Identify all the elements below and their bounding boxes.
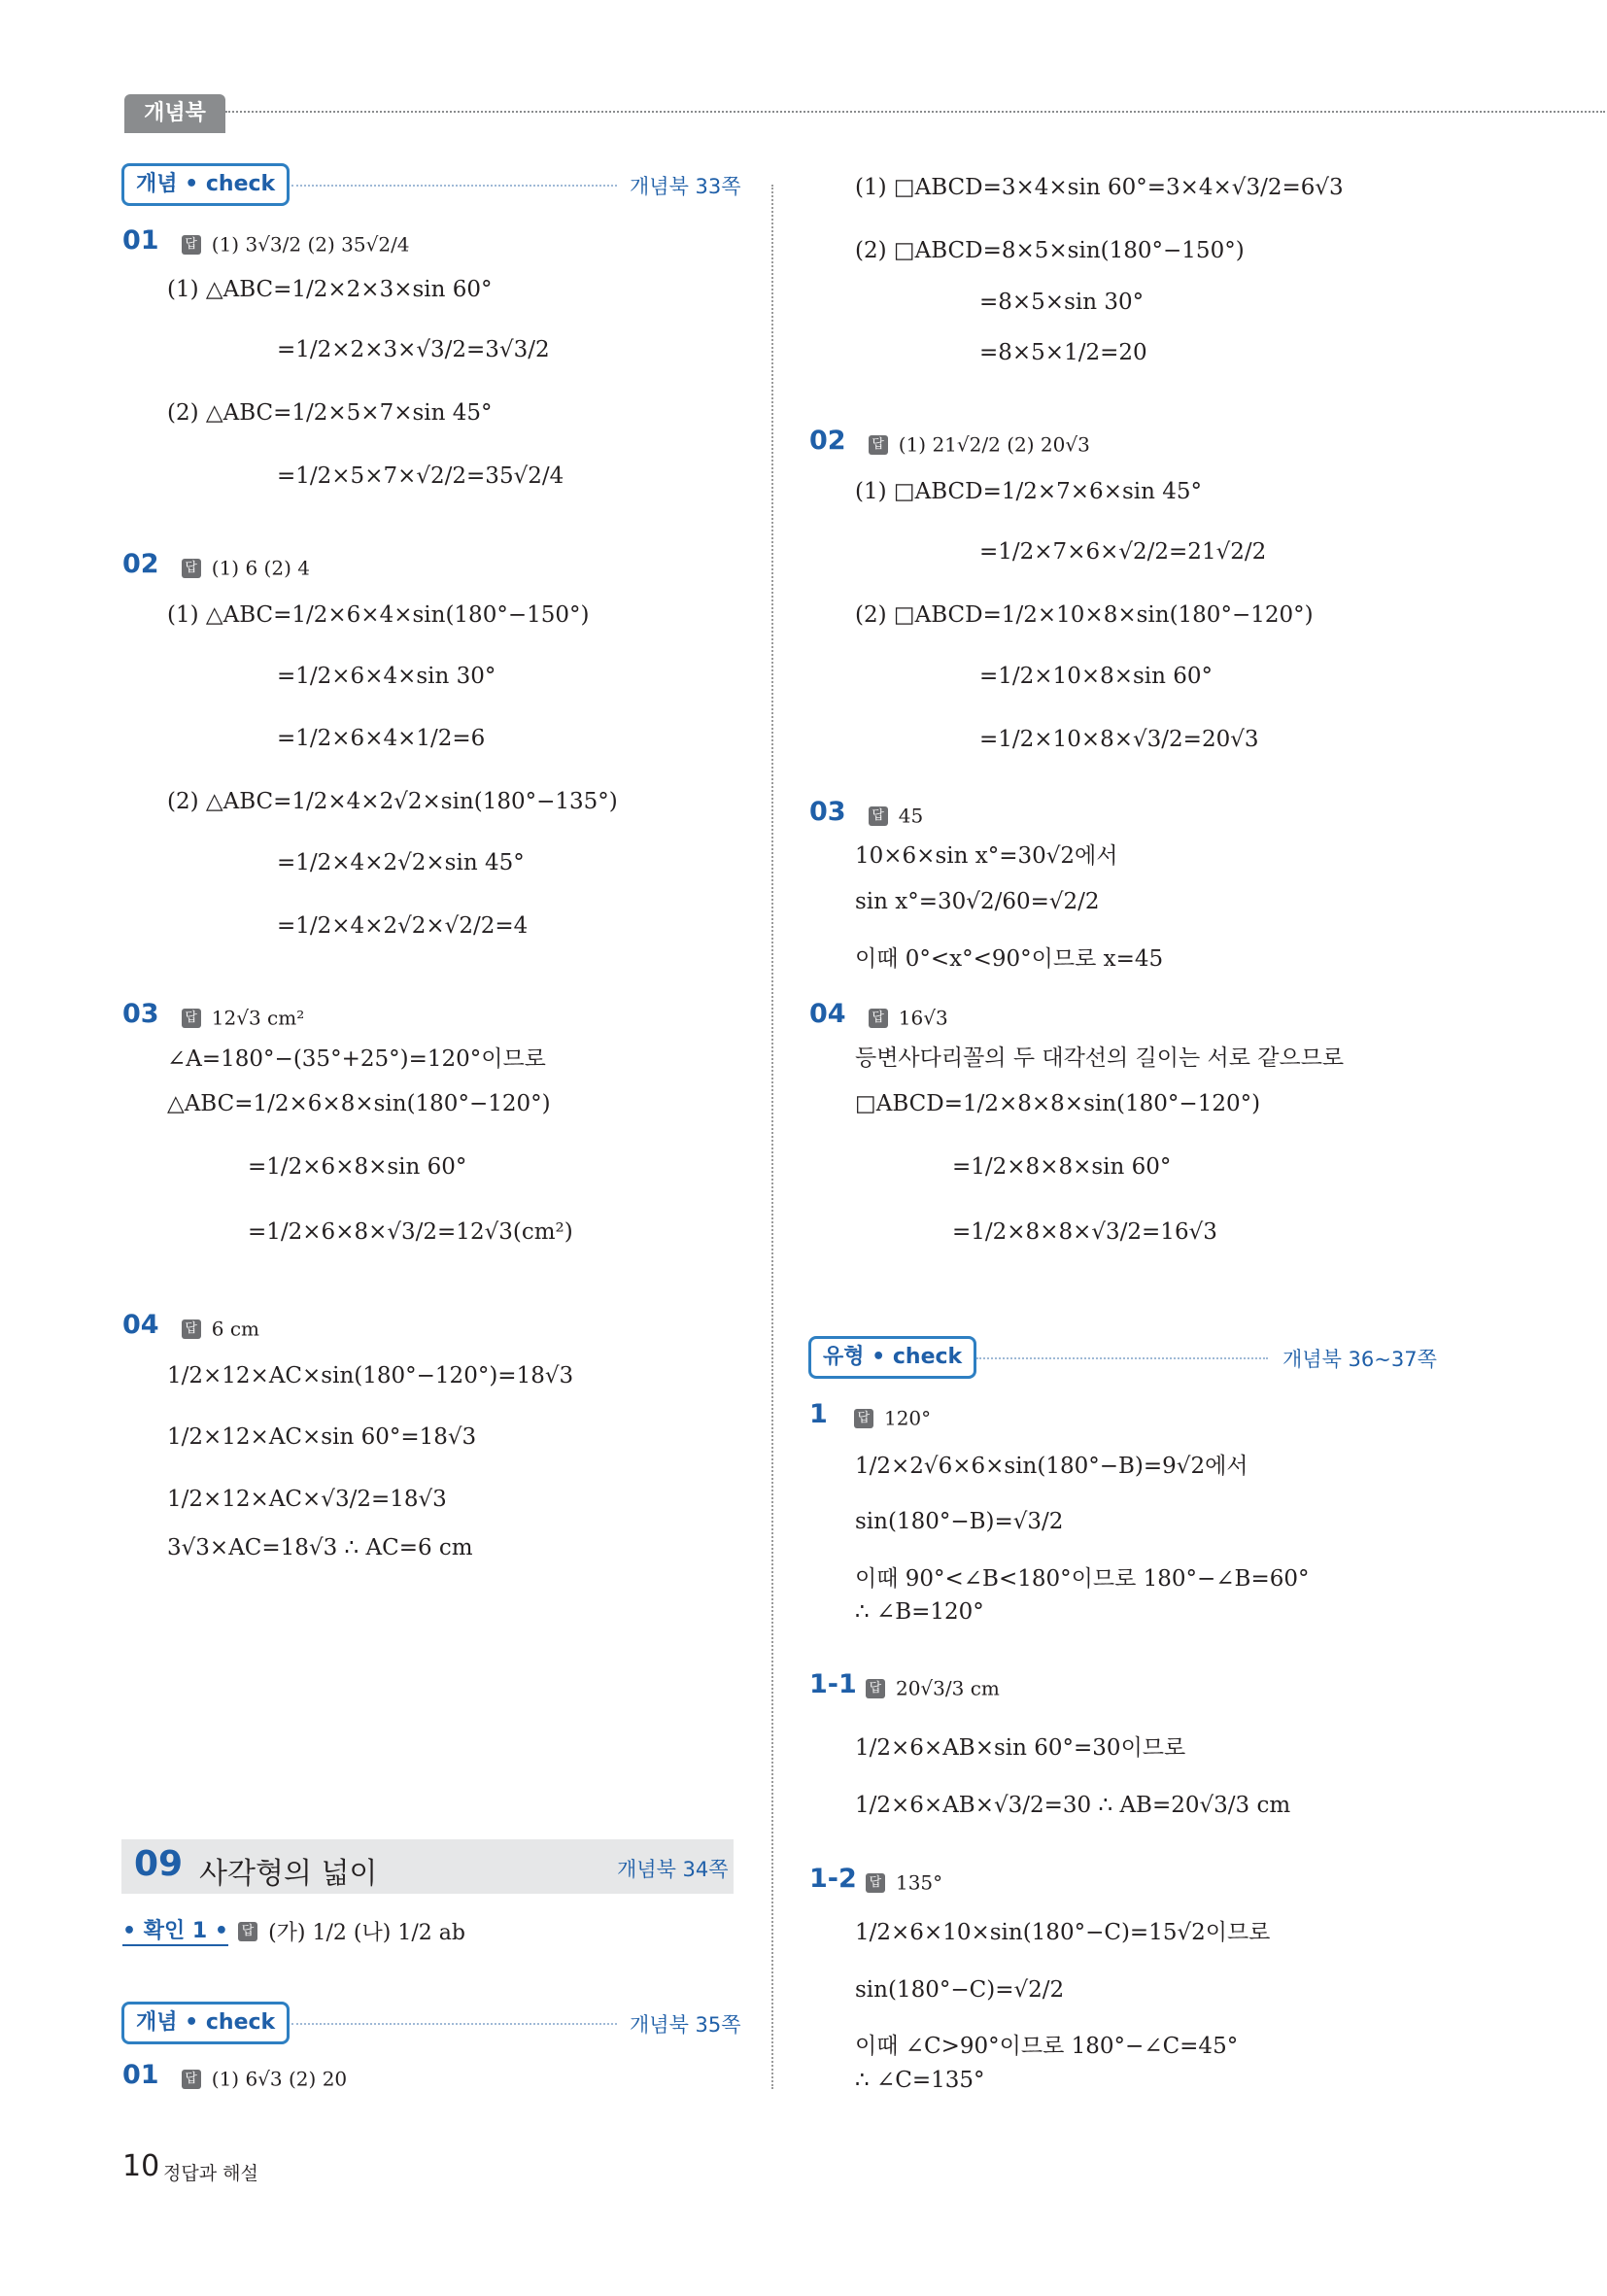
page-ref: 개념북 36~37쪽 — [1282, 1348, 1437, 1371]
answer: 6 cm — [211, 1317, 260, 1341]
solution-line: △ABC=1/2×6×8×sin(180°−120°) — [167, 1091, 551, 1116]
answer: 20√3/3 cm — [895, 1676, 1000, 1700]
answer-icon: 답 — [238, 1922, 257, 1941]
problem-number: 02 — [809, 426, 846, 456]
answer-icon: 답 — [869, 806, 888, 826]
problem-number: 04 — [122, 1310, 159, 1340]
problem-number: 04 — [809, 999, 846, 1029]
footer-label: 정답과 해설 — [163, 2163, 258, 2184]
solution-line: ∴ ∠B=120° — [855, 1599, 984, 1625]
concept-check-pill: 개념 • check — [121, 2002, 290, 2044]
solution-line: =1/2×6×8×sin 60° — [248, 1154, 467, 1180]
section-title: 사각형의 넓이 — [199, 1857, 378, 1891]
answer: 12√3 cm² — [211, 1006, 305, 1030]
solution-line: =1/2×8×8×sin 60° — [952, 1154, 1172, 1180]
answer-icon: 답 — [869, 435, 888, 455]
problem-04 — [122, 1310, 259, 1341]
answer: (1) 6 (2) 4 — [211, 556, 310, 580]
solution-line: =1/2×10×8×√3/2=20√3 — [979, 727, 1259, 752]
problem-number: 1 — [809, 1399, 828, 1429]
check-label: • 확인 1 • — [122, 1914, 228, 1946]
section-number: 09 — [134, 1844, 184, 1884]
solution-line: 이때 ∠C>90°이므로 180°−∠C=45° — [855, 2034, 1239, 2059]
problem-number: 1-2 — [809, 1864, 857, 1894]
solution-line: (1) □ABCD=1/2×7×6×sin 45° — [855, 479, 1203, 504]
pill-rule — [976, 1357, 1268, 1359]
answer: 120° — [883, 1406, 932, 1430]
answer-icon: 답 — [182, 1009, 201, 1028]
solution-line: ∴ ∠C=135° — [855, 2068, 985, 2093]
solution-line: (1) △ABC=1/2×6×4×sin(180°−150°) — [167, 602, 590, 628]
concept-check-pill: 개념 • check — [121, 163, 290, 206]
question-1-2 — [809, 1864, 942, 1895]
answer-icon: 답 — [182, 235, 201, 255]
answer-icon: 답 — [854, 1409, 873, 1428]
problem-01b — [122, 2060, 347, 2091]
answer: (1) 3√3/2 (2) 35√2/4 — [211, 232, 410, 257]
problem-number: 03 — [122, 999, 159, 1029]
solution-line: 1/2×12×AC×sin(180°−120°)=18√3 — [167, 1363, 574, 1388]
solution-line: (2) △ABC=1/2×5×7×sin 45° — [167, 400, 493, 426]
answer-icon: 답 — [866, 1873, 885, 1893]
solution-line: 3√3×AC=18√3 ∴ AC=6 cm — [167, 1535, 473, 1560]
solution-line: (2) □ABCD=1/2×10×8×sin(180°−120°) — [855, 602, 1314, 628]
answer: (1) 6√3 (2) 20 — [211, 2067, 348, 2091]
answer: 135° — [895, 1870, 943, 1895]
answer-icon: 답 — [182, 1319, 201, 1339]
page-number: 10 — [122, 2149, 160, 2183]
solution-line: =1/2×8×8×√3/2=16√3 — [952, 1219, 1217, 1245]
solution-line: 1/2×6×AB×sin 60°=30이므로 — [855, 1735, 1186, 1761]
solution-line: =1/2×10×8×sin 60° — [979, 664, 1214, 689]
solution-line: ∠A=180°−(35°+25°)=120°이므로 — [167, 1046, 546, 1072]
answer-icon: 답 — [866, 1679, 885, 1698]
solution-line: 1/2×6×10×sin(180°−C)=15√2이므로 — [855, 1920, 1271, 1945]
answer: (가) 1/2 (나) 1/2 ab — [268, 1921, 465, 1945]
question-1-1 — [809, 1669, 1000, 1700]
problem-02 — [122, 549, 310, 580]
problem-03-right — [809, 797, 923, 828]
problem-number: 02 — [122, 549, 159, 579]
problem-number: 1-1 — [809, 1669, 857, 1699]
solution-line: =1/2×6×8×√3/2=12√3(cm²) — [248, 1219, 573, 1245]
solution-line: sin x°=30√2/60=√2/2 — [855, 889, 1100, 914]
solution-line: 1/2×2√6×6×sin(180°−B)=9√2에서 — [855, 1454, 1248, 1479]
problem-01 — [122, 225, 410, 257]
solution-line: =1/2×2×3×√3/2=3√3/2 — [277, 337, 550, 362]
solution-line: 1/2×6×AB×√3/2=30 ∴ AB=20√3/3 cm — [855, 1793, 1291, 1818]
solution-line: 이때 0°<x°<90°이므로 x=45 — [855, 946, 1164, 972]
answer: (1) 21√2/2 (2) 20√3 — [898, 432, 1090, 457]
solution-line: sin(180°−B)=√3/2 — [855, 1509, 1064, 1534]
solution-line: □ABCD=1/2×8×8×sin(180°−120°) — [855, 1091, 1261, 1116]
solution-line: 1/2×12×AC×sin 60°=18√3 — [167, 1424, 477, 1450]
problem-number: 03 — [809, 797, 846, 827]
solution-line: =1/2×6×4×sin 30° — [277, 664, 496, 689]
check-answer — [238, 1916, 465, 1946]
problem-02-right — [809, 426, 1090, 457]
type-check-pill: 유형 • check — [808, 1336, 976, 1379]
solution-line: =1/2×4×2√2×√2/2=4 — [277, 913, 529, 939]
answer-icon: 답 — [182, 2070, 201, 2089]
solution-line: =8×5×1/2=20 — [979, 340, 1147, 365]
solution-line: =1/2×7×6×√2/2=21√2/2 — [979, 539, 1267, 565]
answer-icon: 답 — [869, 1009, 888, 1028]
answer: 45 — [898, 804, 924, 828]
answer: 16√3 — [898, 1006, 948, 1030]
problem-04-right — [809, 999, 948, 1030]
problem-number: 01 — [122, 2060, 159, 2090]
solution-line: sin(180°−C)=√2/2 — [855, 1977, 1065, 2003]
problem-03 — [122, 999, 304, 1030]
solution-line: =1/2×6×4×1/2=6 — [277, 726, 486, 751]
page-ref: 개념북 33쪽 — [630, 175, 741, 198]
solution-line: =8×5×sin 30° — [979, 290, 1145, 315]
solution-line: (1) △ABC=1/2×2×3×sin 60° — [167, 277, 493, 302]
pill-rule — [291, 185, 617, 187]
solution-line: (2) □ABCD=8×5×sin(180°−150°) — [855, 238, 1245, 263]
solution-line: 등변사다리꼴의 두 대각선의 길이는 서로 같으므로 — [855, 1045, 1345, 1071]
column-divider — [771, 185, 773, 2089]
question-1 — [809, 1399, 931, 1430]
page-ref: 개념북 34쪽 — [617, 1858, 729, 1881]
page-ref: 개념북 35쪽 — [630, 2013, 741, 2037]
solution-line: (1) □ABCD=3×4×sin 60°=3×4×√3/2=6√3 — [855, 175, 1344, 200]
header-tab: 개념북 — [124, 94, 225, 133]
solution-line: 이때 90°<∠B<180°이므로 180°−∠B=60° — [855, 1566, 1310, 1592]
solution-line: 1/2×12×AC×√3/2=18√3 — [167, 1487, 447, 1512]
pill-rule — [291, 2023, 617, 2025]
answer-icon: 답 — [182, 559, 201, 578]
problem-number: 01 — [122, 225, 159, 256]
header-rule — [225, 111, 1605, 113]
solution-line: 10×6×sin x°=30√2에서 — [855, 843, 1118, 869]
solution-line: =1/2×5×7×√2/2=35√2/4 — [277, 463, 564, 489]
solution-line: (2) △ABC=1/2×4×2√2×sin(180°−135°) — [167, 789, 618, 814]
solution-line: =1/2×4×2√2×sin 45° — [277, 850, 525, 875]
